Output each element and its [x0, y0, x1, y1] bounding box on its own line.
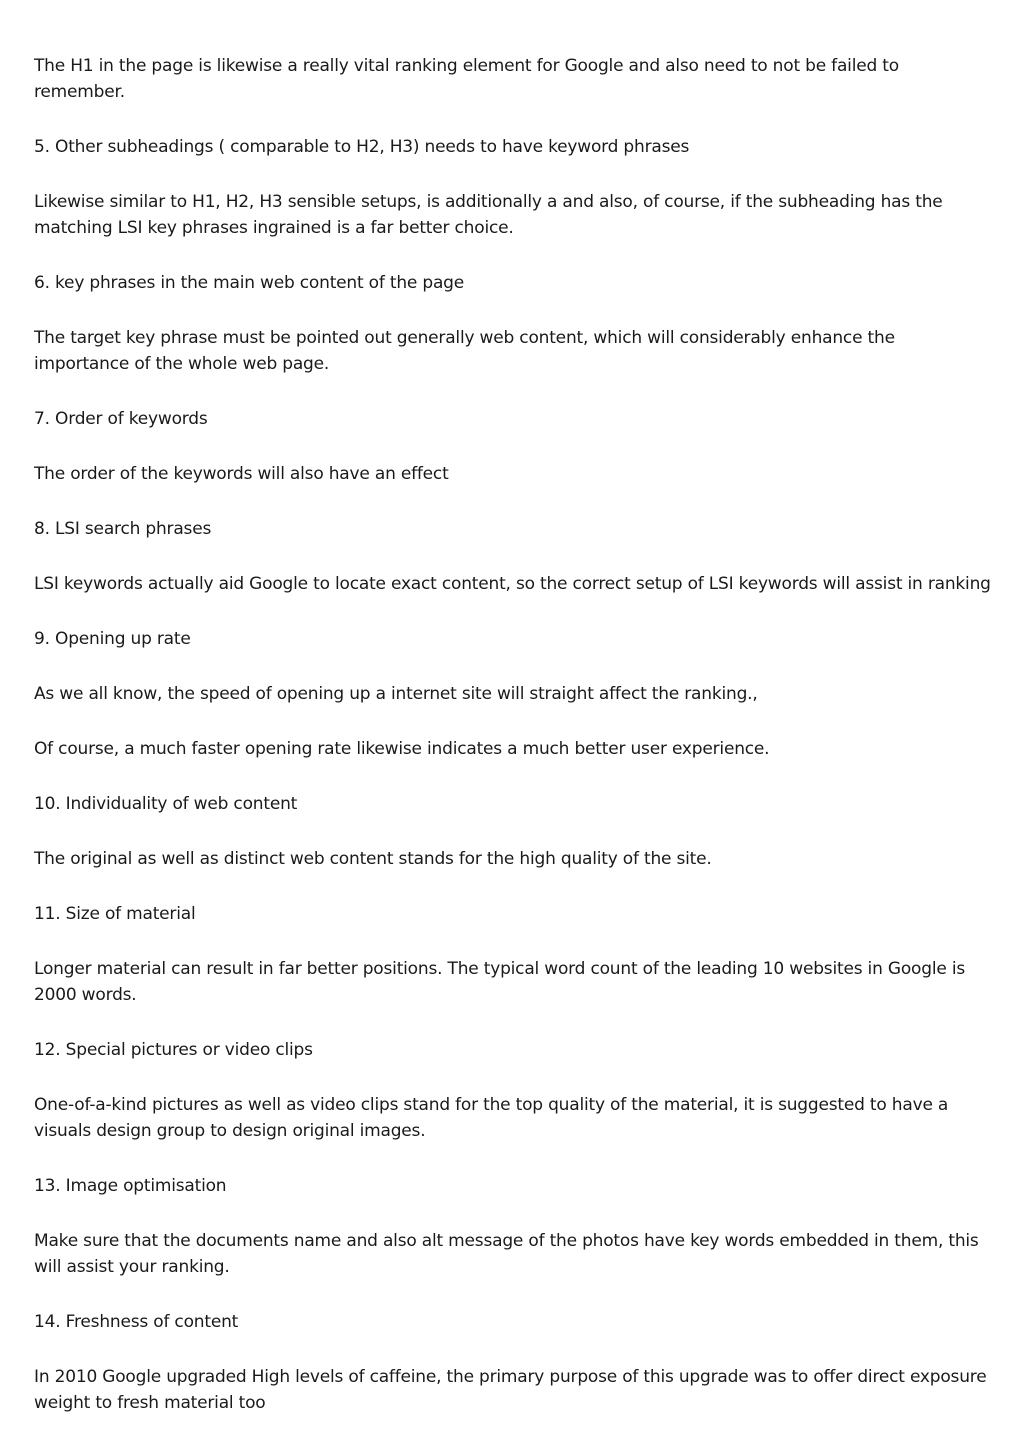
heading-size-of-material: 11. Size of material [34, 904, 196, 924]
paragraph-longer-material: Longer material can result in far better positions. The typical word count of the leading 10 websites in Google is 2000 words. [34, 959, 965, 1005]
paragraph-caffeine-upgrade: In 2010 Google upgraded High levels of caffeine, the primary purpose of this upgrade was to offer direct exposure weight to fresh material too [34, 1367, 987, 1413]
paragraph-lsi-keywords: LSI keywords actually aid Google to locate exact content, so the correct setup of LSI keywords will assist in ranking [34, 574, 991, 594]
paragraph-original-content: The original as well as distinct web content stands for the high quality of the site. [34, 849, 712, 869]
heading-order-of-keywords: 7. Order of keywords [34, 409, 208, 429]
heading-opening-up-rate: 9. Opening up rate [34, 629, 191, 649]
paragraph-order-effect: The order of the keywords will also have an effect [34, 464, 449, 484]
paragraph-subheading-setups: Likewise similar to H1, H2, H3 sensible setups, is additionally a and also, of course, if the subheading has the matching LSI key phrases ingrained is a far better choice. [34, 192, 943, 238]
heading-other-subheadings: 5. Other subheadings ( comparable to H2, H3) needs to have keyword phrases [34, 137, 690, 157]
paragraph-user-experience: Of course, a much faster opening rate likewise indicates a much better user experience. [34, 739, 770, 759]
heading-key-phrases-main-content: 6. key phrases in the main web content of the page [34, 273, 465, 293]
paragraph-h1-importance: The H1 in the page is likewise a really vital ranking element for Google and also need to not be failed to remember. [34, 56, 899, 102]
paragraph-unique-pictures: One-of-a-kind pictures as well as video clips stand for the top quality of the material, it is suggested to have a visuals design group to design original images. [34, 1095, 949, 1141]
heading-special-pictures: 12. Special pictures or video clips [34, 1040, 313, 1060]
heading-lsi-search-phrases: 8. LSI search phrases [34, 519, 212, 539]
heading-freshness: 14. Freshness of content [34, 1312, 239, 1332]
heading-image-optimisation: 13. Image optimisation [34, 1176, 227, 1196]
document-body [34, 53, 994, 1445]
paragraph-image-alt-text: Make sure that the documents name and also alt message of the photos have key words embedded in them, this will assist your ranking. [34, 1231, 979, 1277]
paragraph-opening-speed: As we all know, the speed of opening up a internet site will straight affect the ranking., [34, 684, 758, 704]
heading-individuality: 10. Individuality of web content [34, 794, 298, 814]
paragraph-target-key-phrase: The target key phrase must be pointed out generally web content, which will considerably enhance the importance of the whole web page. [34, 328, 895, 374]
